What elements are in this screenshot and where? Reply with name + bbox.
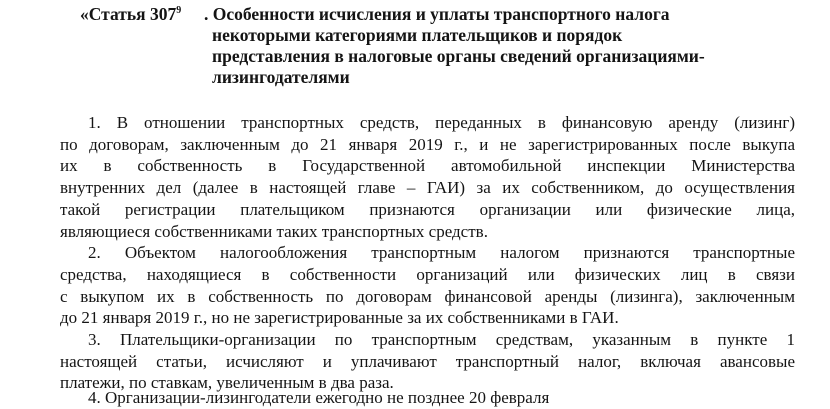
paragraph-line: с выкупом их в собственность по договорам финансовой аренды (лизинга), заключенным (60, 286, 795, 306)
paragraph-line: 3. Плательщики-организации по транспортным средствам, указанным в пункте 1 (88, 330, 795, 350)
article-body (60, 112, 795, 394)
paragraph-line: 1. В отношении транспортных средств, переданных в финансовую аренду (лизинг) (88, 113, 795, 132)
cut-off-line (88, 388, 795, 407)
paragraph-line: такой регистрации плательщиком признаются организации или физические лица, (60, 199, 795, 219)
article-number-text: «Статья 307 (80, 4, 177, 24)
paragraph-line: являющиеся собственниками таких транспортных средств. (60, 221, 488, 241)
article-title-line: некоторыми категориями плательщиков и порядок (212, 25, 623, 45)
article-number (80, 4, 181, 25)
paragraph-3 (60, 329, 795, 394)
article-superscript: 9 (176, 5, 182, 17)
cut-off-line-text: 4. Организации-лизингодатели ежегодно не позднее 20 февраля (88, 388, 550, 407)
paragraph-line: их в собственность в Государственной автомобильной инспекции Министерства (60, 156, 795, 176)
paragraph-line: по договорам, заключенным до 21 января 2019 г., и не зарегистрированных после выкупа (60, 134, 795, 154)
paragraph-line: настоящей статьи, исчисляют и уплачивают транспортный налог, включая авансовые (60, 351, 795, 371)
article-title-line: . Особенности исчисления и уплаты транспортного налога (204, 4, 670, 24)
paragraph-1 (60, 112, 795, 242)
paragraph-line: внутренних дел (далее в настоящей главе – ГАИ) за их собственником, до осуществления (60, 178, 795, 198)
paragraph-line: до 21 января 2019 г., но не зарегистрированные за их собственниками в ГАИ. (60, 308, 619, 328)
paragraph-line: платежи, по ставкам, увеличенным в два раза. (60, 373, 394, 393)
article-title-line: лизингодателями (212, 67, 350, 87)
article-title-line: представления в налоговые органы сведений организациями- (212, 46, 705, 66)
article-title (204, 4, 822, 88)
paragraph-line: 2. Объектом налогообложения транспортным налогом признаются транспортные (88, 243, 795, 263)
paragraph-2 (60, 242, 795, 329)
paragraph-line: средства, находящиеся в собственности организаций или физических лиц в связи (60, 264, 795, 284)
